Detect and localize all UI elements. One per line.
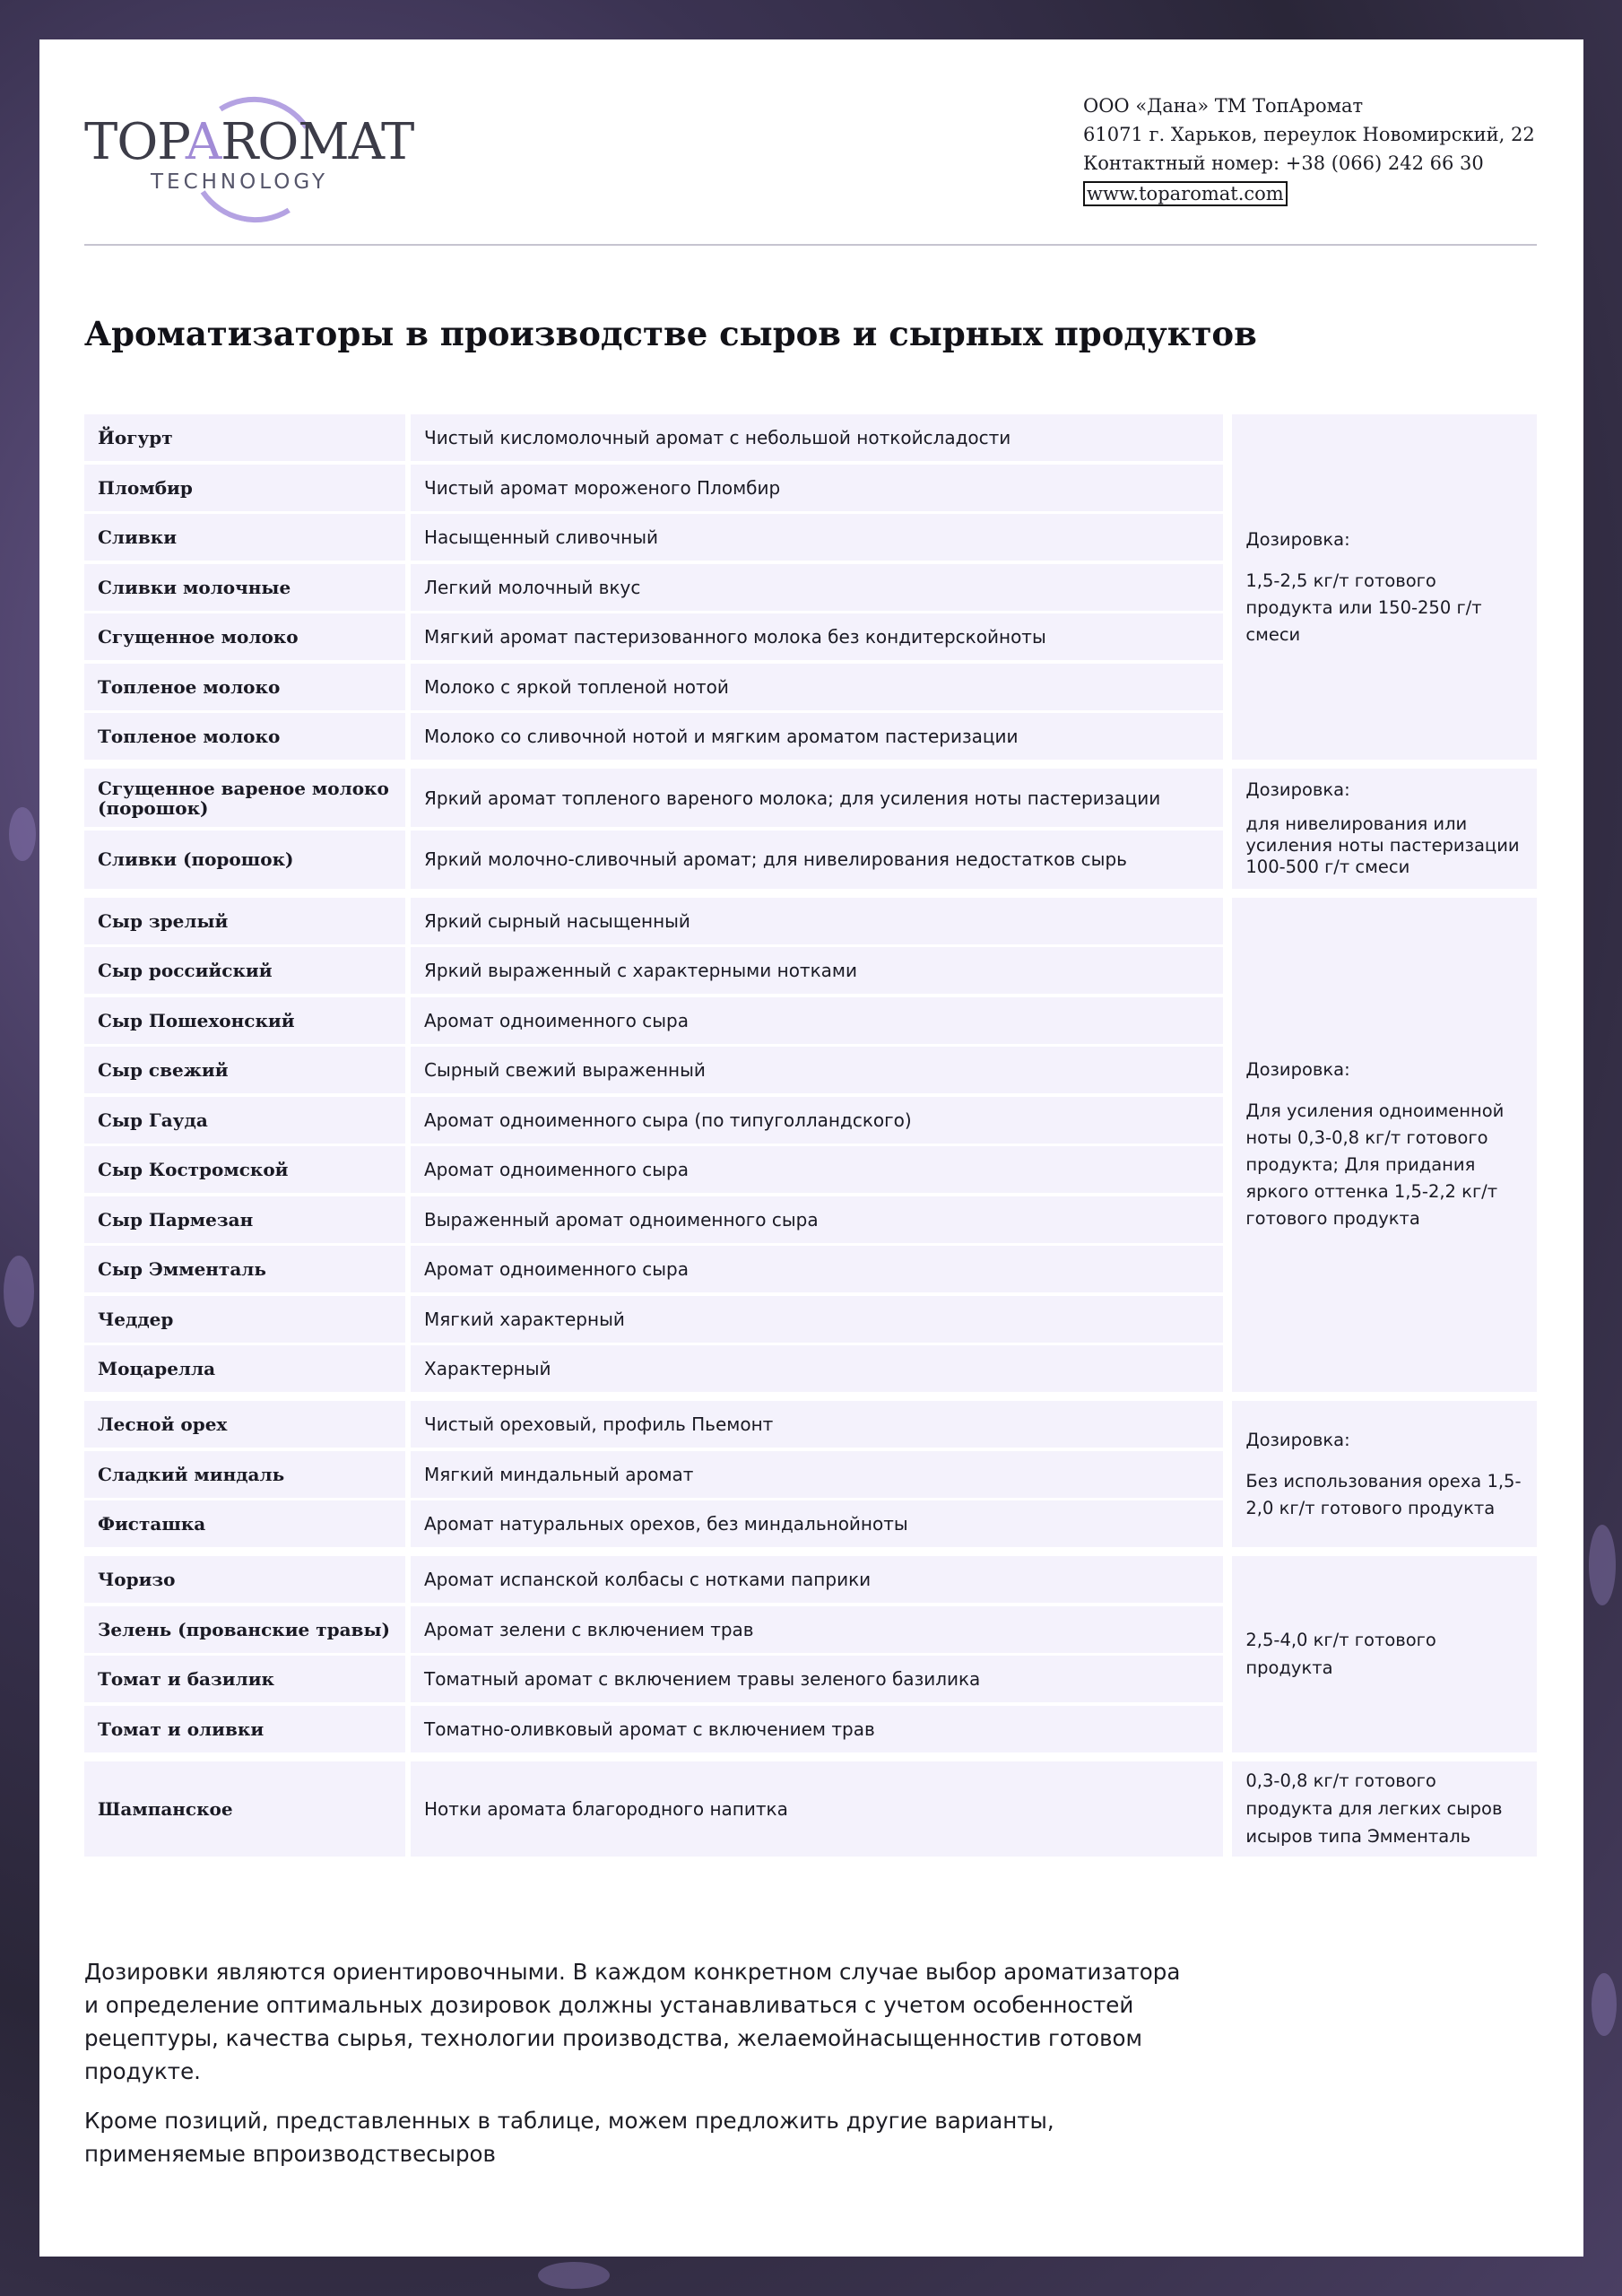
dosage-label: Дозировка: bbox=[1245, 1059, 1350, 1081]
flavor-description: Нотки аромата благородного напитка bbox=[411, 1761, 1223, 1857]
table-group-nuts bbox=[84, 1401, 1537, 1547]
table-group-powder bbox=[84, 769, 1537, 889]
flavor-name: Сыр Костромской bbox=[84, 1146, 405, 1193]
page-title: Ароматизаторы в производстве сыров и сырных продуктов bbox=[84, 314, 1257, 353]
flavor-description: Томатно-оливковый аромат с включением трав bbox=[411, 1706, 1223, 1752]
flavor-name: Пломбир bbox=[84, 465, 405, 511]
flavor-description: Выраженный аромат одноименного сыра bbox=[411, 1196, 1223, 1243]
flavor-name: Сгущенное вареное молоко (порошок) bbox=[84, 769, 405, 827]
flavor-name: Моцарелла bbox=[84, 1345, 405, 1392]
table-row bbox=[84, 831, 1227, 889]
table-group-savory bbox=[84, 1556, 1537, 1752]
flavor-name: Фисташка bbox=[84, 1500, 405, 1547]
flavor-description: Аромат одноименного сыра bbox=[411, 997, 1223, 1044]
dosage-text: Для усиления одноименной ноты 0,3-0,8 кг/т готового продукта; Для придания яркого оттенка 1,5-2,2 кг/т готового продукта bbox=[1245, 1100, 1505, 1230]
flavor-description: Характерный bbox=[411, 1345, 1223, 1392]
flavor-description: Чистый аромат мороженого Пломбир bbox=[411, 465, 1223, 511]
flavor-name: Топленое молоко bbox=[84, 664, 405, 710]
table-row bbox=[84, 1196, 1227, 1243]
table-row bbox=[84, 664, 1227, 710]
dosage-cell bbox=[1232, 898, 1537, 1393]
table-group-dairy bbox=[84, 414, 1537, 760]
table-row bbox=[84, 613, 1227, 660]
table-row bbox=[84, 1451, 1227, 1498]
table-row bbox=[84, 514, 1227, 561]
flavor-name: Томат и базилик bbox=[84, 1656, 405, 1702]
table-row bbox=[84, 1097, 1227, 1144]
table-row bbox=[84, 414, 1227, 461]
flavor-name: Чоризо bbox=[84, 1556, 405, 1603]
table-row bbox=[84, 997, 1227, 1044]
dosage-text: 1,5-2,5 кг/т готового продукта или 150-250 г/т смеси bbox=[1245, 570, 1482, 645]
dosage-label: Дозировка: bbox=[1245, 1429, 1350, 1450]
table-row bbox=[84, 1606, 1227, 1653]
flavor-description: Аромат испанской колбасы с нотками паприки bbox=[411, 1556, 1223, 1603]
table-row bbox=[84, 1146, 1227, 1193]
company-phone: Контактный номер: +38 (066) 242 66 30 bbox=[1083, 152, 1484, 174]
table-row bbox=[84, 1556, 1227, 1603]
flavor-description: Яркий аромат топленого вареного молока; для усиления ноты пастеризации bbox=[411, 769, 1223, 827]
table-row bbox=[84, 1296, 1227, 1343]
notes-block bbox=[84, 1955, 1196, 2187]
flavor-description: Чистый кисломолочный аромат с небольшой ноткойсладости bbox=[411, 414, 1223, 461]
dosage-cell bbox=[1232, 1401, 1537, 1547]
flavor-description: Яркий молочно-сливочный аромат; для нивелирования недостатков сырь bbox=[411, 831, 1223, 889]
flavor-name: Сливки молочные bbox=[84, 564, 405, 611]
flavor-description: Томатный аромат с включением травы зеленого базилика bbox=[411, 1656, 1223, 1702]
flavor-name: Сгущенное молоко bbox=[84, 613, 405, 660]
table-row bbox=[84, 465, 1227, 511]
dosage-text: 0,3-0,8 кг/т готового продукта для легких сыров исыров типа Эмменталь bbox=[1245, 1770, 1503, 1847]
flavor-name: Зелень (прованские травы) bbox=[84, 1606, 405, 1653]
flavor-name: Лесной орех bbox=[84, 1401, 405, 1448]
flavor-description: Мягкий аромат пастеризованного молока без кондитерскойноты bbox=[411, 613, 1223, 660]
flavor-description: Яркий сырный насыщенный bbox=[411, 898, 1223, 944]
dosage-cell bbox=[1232, 1556, 1537, 1752]
table-row bbox=[84, 1401, 1227, 1448]
flavor-name: Сыр Пармезан bbox=[84, 1196, 405, 1243]
table-row bbox=[84, 564, 1227, 611]
dosage-note: Дозировки являются ориентировочными. В каждом конкретном случае выбор ароматизатора и определение оптимальных дозировок должны устанавливаться с учетом особенностей рецептуры, качества сырья, технологии производства, желаемойнасыщенностив готовом продукте. bbox=[84, 1959, 1181, 2084]
flavor-description: Мягкий характерный bbox=[411, 1296, 1223, 1343]
flavor-name: Сыр Гауда bbox=[84, 1097, 405, 1144]
flavor-table bbox=[84, 414, 1537, 1866]
dosage-cell bbox=[1232, 1761, 1537, 1857]
flavor-description: Сырный свежий выраженный bbox=[411, 1047, 1223, 1093]
flavor-description: Яркий выраженный с характерными нотками bbox=[411, 947, 1223, 994]
table-row bbox=[84, 1706, 1227, 1752]
table-row bbox=[84, 713, 1227, 760]
flavor-description: Аромат одноименного сыра bbox=[411, 1146, 1223, 1193]
flavor-name: Сыр Эмменталь bbox=[84, 1246, 405, 1292]
table-group-champagne bbox=[84, 1761, 1537, 1857]
flavor-name: Сливки bbox=[84, 514, 405, 561]
table-group-cheese bbox=[84, 898, 1537, 1393]
dosage-text: 2,5-4,0 кг/т готового продукта bbox=[1245, 1630, 1436, 1679]
flavor-name: Йогурт bbox=[84, 414, 405, 461]
table-row bbox=[84, 898, 1227, 944]
dosage-label: Дозировка: bbox=[1245, 528, 1350, 550]
flavor-name: Сыр зрелый bbox=[84, 898, 405, 944]
dosage-cell bbox=[1232, 769, 1537, 889]
dosage-text: для нивелирования или усиления ноты пастеризации 100-500 г/т смеси bbox=[1245, 813, 1520, 877]
company-address: 61071 г. Харьков, переулок Новомирский, 22 bbox=[1083, 124, 1535, 145]
flavor-description: Аромат зелени с включением трав bbox=[411, 1606, 1223, 1653]
toparomat-logo bbox=[84, 95, 414, 230]
table-row bbox=[84, 1345, 1227, 1392]
flavor-description: Аромат одноименного сыра bbox=[411, 1246, 1223, 1292]
flavor-description: Чистый ореховый, профиль Пьемонт bbox=[411, 1401, 1223, 1448]
table-row bbox=[84, 1656, 1227, 1702]
flavor-name: Чеддер bbox=[84, 1296, 405, 1343]
dosage-label: Дозировка: bbox=[1245, 778, 1350, 800]
flavor-name: Топленое молоко bbox=[84, 713, 405, 760]
flavor-description: Насыщенный сливочный bbox=[411, 514, 1223, 561]
flavor-name: Томат и оливки bbox=[84, 1706, 405, 1752]
flavor-name: Сыр Пошехонский bbox=[84, 997, 405, 1044]
company-name: ООО «Дана» ТМ ТопАромат bbox=[1083, 95, 1364, 117]
logo-bottom-text: TECHNOLOGY bbox=[151, 170, 329, 194]
dosage-text: Без использования ореха 1,5-2,0 кг/т готового продукта bbox=[1245, 1470, 1522, 1518]
table-row bbox=[84, 1500, 1227, 1547]
flavor-description: Мягкий миндальный аромат bbox=[411, 1451, 1223, 1498]
website-link[interactable]: www.toparomat.com bbox=[1083, 181, 1288, 206]
flavor-description: Аромат одноименного сыра (по типуголландского) bbox=[411, 1097, 1223, 1144]
flavor-name: Сладкий миндаль bbox=[84, 1451, 405, 1498]
flavor-description: Легкий молочный вкус bbox=[411, 564, 1223, 611]
flavor-name: Сыр российский bbox=[84, 947, 405, 994]
table-row bbox=[84, 947, 1227, 994]
header-divider bbox=[84, 244, 1537, 246]
contact-block bbox=[1083, 91, 1549, 208]
document-sheet bbox=[39, 39, 1583, 2257]
table-row bbox=[84, 1246, 1227, 1292]
table-row bbox=[84, 1047, 1227, 1093]
flavor-description: Молоко со сливочной нотой и мягким ароматом пастеризации bbox=[411, 713, 1223, 760]
flavor-description: Аромат натуральных орехов, без миндальнойноты bbox=[411, 1500, 1223, 1547]
table-row bbox=[84, 769, 1227, 827]
logo-top-text: TOPAROMAT bbox=[84, 113, 414, 171]
flavor-name: Сыр свежий bbox=[84, 1047, 405, 1093]
flavor-name: Сливки (порошок) bbox=[84, 831, 405, 889]
flavor-name: Шампанское bbox=[84, 1761, 405, 1857]
other-options-note: Кроме позиций, представленных в таблице, можем предложить другие варианты, применяемые впроизводствесыров bbox=[84, 2108, 1054, 2167]
table-row bbox=[84, 1761, 1227, 1857]
flavor-description: Молоко с яркой топленой нотой bbox=[411, 664, 1223, 710]
dosage-cell bbox=[1232, 414, 1537, 760]
